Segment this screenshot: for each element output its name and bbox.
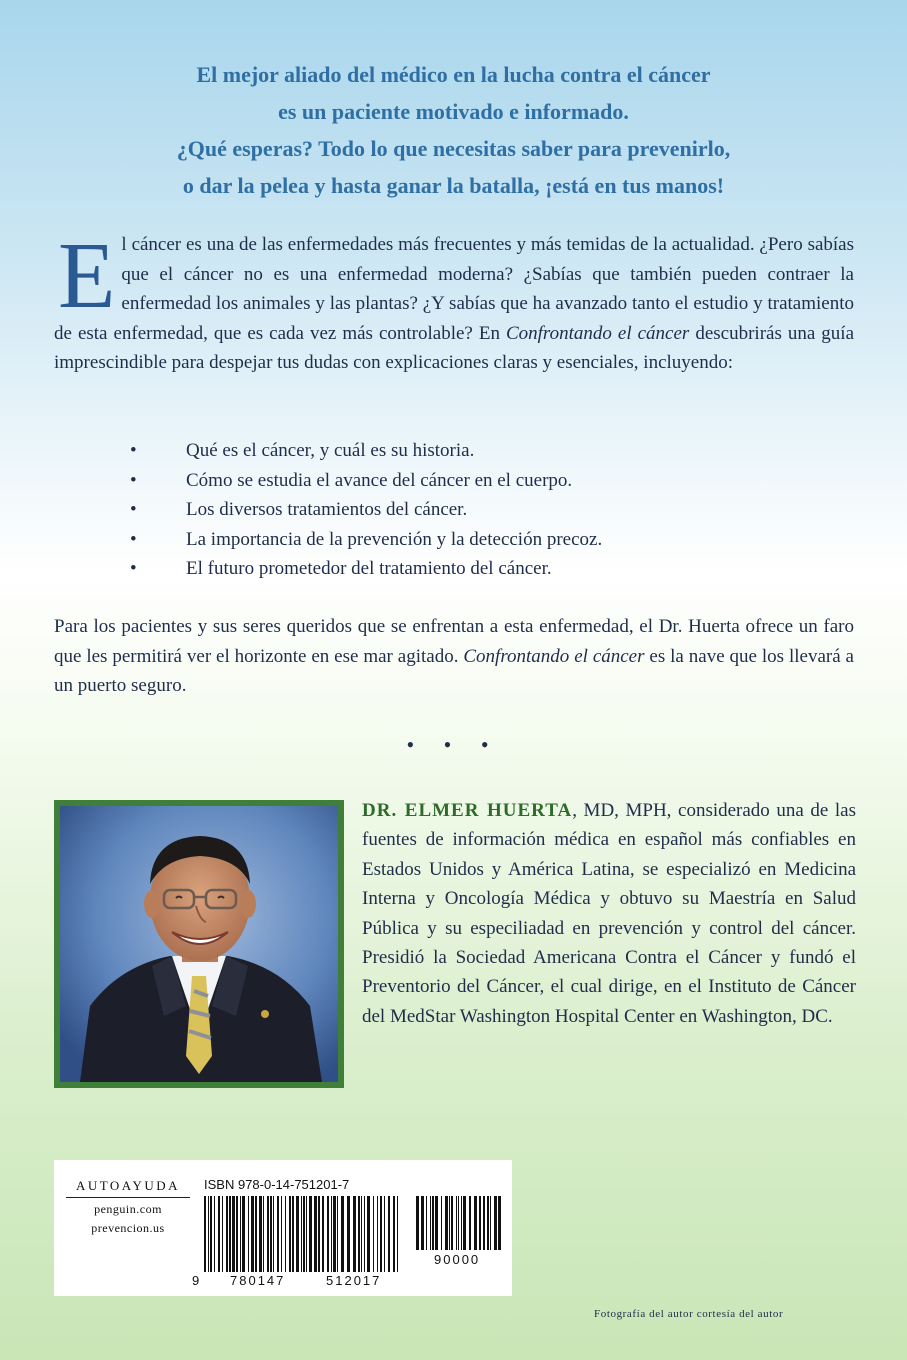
author-name: DR. ELMER HUERTA bbox=[362, 800, 573, 821]
barcode-bar bbox=[232, 1196, 235, 1272]
barcode-bar bbox=[333, 1196, 336, 1272]
barcode-bar bbox=[498, 1196, 501, 1250]
bullet-icon: • bbox=[130, 440, 137, 461]
barcode-panel bbox=[54, 1160, 512, 1296]
barcode-bar bbox=[301, 1196, 302, 1272]
barcode-bar bbox=[456, 1196, 457, 1250]
barcode-bar bbox=[210, 1196, 212, 1272]
barcode-bar bbox=[263, 1196, 264, 1272]
barcode-bar bbox=[373, 1196, 374, 1272]
barcode-bar bbox=[449, 1196, 450, 1250]
publisher-info bbox=[66, 1178, 190, 1236]
barcode-bar bbox=[309, 1196, 312, 1272]
barcode-bar bbox=[474, 1196, 477, 1250]
barcode-bar bbox=[248, 1196, 249, 1272]
price-code: 90000 bbox=[434, 1252, 481, 1267]
barcode-bar bbox=[289, 1196, 291, 1272]
barcode-bar bbox=[292, 1196, 294, 1272]
barcode-bar bbox=[463, 1196, 466, 1250]
barcode-bar bbox=[393, 1196, 395, 1272]
category-label: AUTOAYUDA bbox=[66, 1178, 190, 1198]
author-bio bbox=[362, 796, 856, 1031]
topic-list bbox=[126, 436, 826, 584]
bullet-icon: • bbox=[130, 528, 137, 550]
barcode-bar bbox=[341, 1196, 344, 1272]
list-item-text: Los diversos tratamientos del cáncer. bbox=[186, 499, 468, 520]
barcode-bar bbox=[490, 1196, 491, 1250]
barcode-bar bbox=[426, 1196, 427, 1250]
barcode-bar bbox=[337, 1196, 338, 1272]
barcode-bar bbox=[208, 1196, 209, 1272]
list-item-text: El futuro prometedor del tratamiento del cáncer. bbox=[186, 558, 552, 579]
list-item bbox=[126, 436, 826, 466]
back-cover-headline bbox=[60, 56, 847, 204]
barcode-bar bbox=[273, 1196, 274, 1272]
barcode-bar bbox=[255, 1196, 257, 1272]
barcode-bar bbox=[416, 1196, 419, 1250]
list-item bbox=[126, 554, 826, 584]
list-item-text: Cómo se estudia el avance del cáncer en el cuerpo. bbox=[186, 469, 573, 491]
isbn-label: ISBN 978-0-14-751201-7 bbox=[204, 1177, 350, 1192]
barcode-bar bbox=[445, 1196, 448, 1250]
intro-paragraph bbox=[54, 224, 855, 378]
barcode-bar bbox=[483, 1196, 485, 1250]
barcode-bar bbox=[421, 1196, 424, 1250]
barcode-bar bbox=[277, 1196, 279, 1272]
list-item-text: La importancia de la prevención y la detección precoz. bbox=[186, 528, 603, 550]
headline-line: o dar la pelea y hasta ganar la batalla, ¡está en tus manos! bbox=[182, 173, 725, 198]
barcode-bar bbox=[487, 1196, 489, 1250]
barcode-bar bbox=[358, 1196, 360, 1272]
author-site: prevencion.us bbox=[91, 1221, 165, 1235]
author-photo bbox=[54, 800, 344, 1088]
list-item bbox=[126, 466, 826, 496]
barcode-bar bbox=[435, 1196, 438, 1250]
barcode-bar bbox=[458, 1196, 459, 1250]
publisher-site: penguin.com bbox=[94, 1202, 162, 1216]
outro-text-end: es la nave que los llevará a un puerto seguro. bbox=[54, 645, 854, 696]
barcode-bar bbox=[377, 1196, 378, 1272]
intro-text-end: descubrirás una guía imprescindible para despejar tus dudas con explicaciones claras y esenciales, incluyendo: bbox=[54, 322, 855, 373]
list-item-text: Qué es el cáncer, y cuál es su historia. bbox=[186, 440, 475, 461]
barcode-bar bbox=[469, 1196, 471, 1250]
author-portrait-image bbox=[60, 806, 338, 1082]
barcode-bar bbox=[380, 1196, 382, 1272]
barcode-bar bbox=[384, 1196, 385, 1272]
barcode-bar bbox=[327, 1196, 329, 1272]
headline-line: ¿Qué esperas? Todo lo que necesitas saber para prevenirlo, bbox=[176, 136, 731, 161]
barcode-bar bbox=[204, 1196, 206, 1272]
barcode-bar bbox=[367, 1196, 370, 1272]
photo-credit: Fotografía del autor cortesía del autor bbox=[594, 1308, 784, 1320]
barcode-bar bbox=[236, 1196, 238, 1272]
barcode-bar bbox=[364, 1196, 365, 1272]
bullet-icon: • bbox=[130, 558, 137, 579]
barcode-bar bbox=[318, 1196, 320, 1272]
barcode-digits-left: 780147 bbox=[230, 1273, 286, 1288]
barcode-bar bbox=[240, 1196, 241, 1272]
outro-book-title: Confrontando el cáncer bbox=[463, 645, 645, 667]
bullet-icon: • bbox=[130, 469, 137, 491]
barcode-digits-right: 512017 bbox=[326, 1273, 382, 1288]
barcode-bar bbox=[214, 1196, 215, 1272]
drop-cap: E bbox=[58, 224, 116, 328]
barcode-bar bbox=[222, 1196, 223, 1272]
closing-paragraph bbox=[54, 612, 854, 701]
barcode-bar bbox=[441, 1196, 442, 1250]
barcode-bar bbox=[432, 1196, 434, 1250]
outro-text: Para los pacientes y sus seres queridos que se enfrentan a esta enfermedad, el Dr. Huerta ofrece un faro que les permitirá ver el horizonte en ese mar agitado. bbox=[54, 616, 854, 667]
barcode-bar bbox=[314, 1196, 317, 1272]
barcode-bar bbox=[347, 1196, 350, 1272]
barcode-bar bbox=[303, 1196, 305, 1272]
barcode-bar bbox=[242, 1196, 245, 1272]
barcode-bar bbox=[397, 1196, 398, 1272]
barcode-bar bbox=[479, 1196, 481, 1250]
barcode-bar bbox=[259, 1196, 262, 1272]
intro-book-title: Confrontando el cáncer bbox=[505, 322, 690, 344]
barcode-bar bbox=[430, 1196, 431, 1250]
barcode-bar bbox=[267, 1196, 269, 1272]
barcode-bar bbox=[270, 1196, 272, 1272]
barcode-bar bbox=[388, 1196, 390, 1272]
barcode-bar bbox=[229, 1196, 231, 1272]
barcode-bar bbox=[218, 1196, 220, 1272]
list-item bbox=[126, 525, 826, 555]
barcode-bar bbox=[353, 1196, 356, 1272]
barcode-bar bbox=[361, 1196, 362, 1272]
headline-line: El mejor aliado del médico en la lucha contra el cáncer bbox=[196, 62, 711, 87]
section-separator: • • • bbox=[406, 732, 501, 757]
barcode-bar bbox=[461, 1196, 462, 1250]
barcode-bar bbox=[494, 1196, 497, 1250]
author-bio-text: , MD, MPH, considerado una de las fuentes de información médica en español más confiables en Estados Unidos y América Latina, se especializó en Medicina Interna y Oncología Médica y obtuvo su Maestría en Salud Pública y su especiliadad en prevención y control del cáncer. Presidió la Sociedad Americana Contra el Cáncer y fundó el Preventorio del Cáncer, el cual dirige, en el Instituto de Cáncer del MedStar Washington Hospital Center en Washington, DC. bbox=[362, 800, 856, 1027]
headline-line: es un paciente motivado e informado. bbox=[278, 99, 629, 124]
intro-text: l cáncer es una de las enfermedades más frecuentes y más temidas de la actualidad. ¿Pero sabías que el cáncer no es una enfermedad moderna? ¿Sabías que también pueden contraer la enfermedad los animales y las plantas? ¿Y sabías que ha avanzado tanto el estudio y tratamiento de esta enfermedad, que es cada vez más controlable? En bbox=[54, 234, 854, 344]
list-item bbox=[126, 495, 826, 525]
barcode-bar bbox=[281, 1196, 282, 1272]
barcode-bar bbox=[322, 1196, 324, 1272]
barcode-digit-first: 9 bbox=[192, 1273, 200, 1288]
bullet-icon: • bbox=[130, 499, 137, 520]
barcode-bar bbox=[331, 1196, 332, 1272]
barcode-bar bbox=[451, 1196, 453, 1250]
barcode-bar bbox=[285, 1196, 286, 1272]
barcode-bar bbox=[251, 1196, 254, 1272]
barcode-bar bbox=[296, 1196, 299, 1272]
barcode-bar bbox=[226, 1196, 228, 1272]
barcode-bar bbox=[306, 1196, 307, 1272]
